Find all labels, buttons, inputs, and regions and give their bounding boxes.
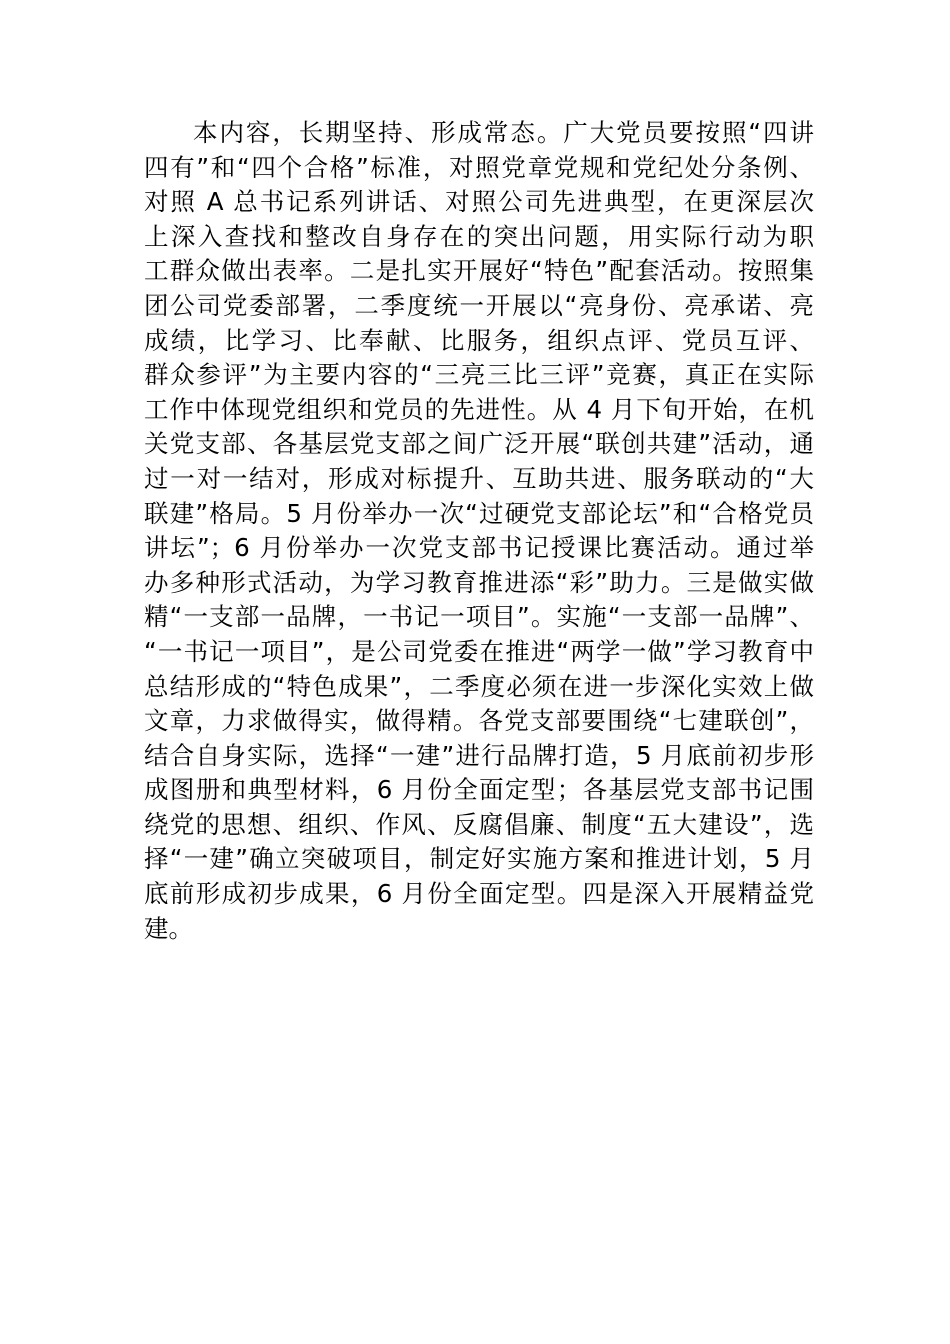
body-paragraph [144, 116, 814, 946]
text-line-14: 办多种形式活动，为学习教育推进添“彩”助力。三是做实做 [144, 567, 814, 597]
text-line-9: 工作中体现党组织和党员的先进性。从 4 月下旬开始，在机 [144, 394, 814, 424]
text-line-4: 上深入查找和整改自身存在的突出问题，用实际行动为职 [144, 221, 814, 251]
text-line-23: 底前形成初步成果，6 月份全面定型。四是深入开展精益党 [144, 879, 814, 909]
text-line-13: 讲坛”；6 月份举办一次党支部书记授课比赛活动。通过举 [144, 533, 814, 563]
text-line-20: 成图册和典型材料，6 月份全面定型；各基层党支部书记围 [144, 775, 814, 805]
text-line-7: 成绩，比学习、比奉献、比服务，组织点评、党员互评、 [144, 325, 814, 355]
text-line-8: 群众参评”为主要内容的“三亮三比三评”竞赛，真正在实际 [144, 360, 814, 390]
text-line-11: 过一对一结对，形成对标提升、互助共进、服务联动的“大 [144, 463, 814, 493]
text-line-21: 绕党的思想、组织、作风、反腐倡廉、制度“五大建设”，选 [144, 809, 814, 839]
text-line-15: 精“一支部一品牌，一书记一项目”。实施“一支部一品牌”、 [144, 602, 814, 632]
text-line-22: 择“一建”确立突破项目，制定好实施方案和推进计划，5 月 [144, 844, 814, 874]
text-line-18: 文章，力求做得实，做得精。各党支部要围绕“七建联创”， [144, 706, 814, 736]
text-line-24: 建。 [144, 913, 193, 943]
text-line-16: “一书记一项目”，是公司党委在推进“两学一做”学习教育中 [144, 636, 814, 666]
text-line-12: 联建”格局。5 月份举办一次“过硬党支部论坛”和“合格党员 [144, 498, 814, 528]
text-line-3: 对照 A 总书记系列讲话、对照公司先进典型，在更深层次 [144, 187, 814, 217]
text-line-5: 工群众做出表率。二是扎实开展好“特色”配套活动。按照集 [144, 256, 814, 286]
text-line-19: 结合自身实际，选择“一建”进行品牌打造，5 月底前初步形 [144, 740, 814, 770]
text-line-17: 总结形成的“特色成果”，二季度必须在进一步深化实效上做 [144, 671, 814, 701]
text-line-2: 四有”和“四个合格”标准，对照党章党规和党纪处分条例、 [144, 152, 814, 182]
text-line-1: 本内容，长期坚持、形成常态。广大党员要按照“四讲 [193, 118, 814, 147]
text-line-6: 团公司党委部署，二季度统一开展以“亮身份、亮承诺、亮 [144, 290, 814, 320]
text-line-10: 关党支部、各基层党支部之间广泛开展“联创共建”活动，通 [144, 429, 814, 459]
